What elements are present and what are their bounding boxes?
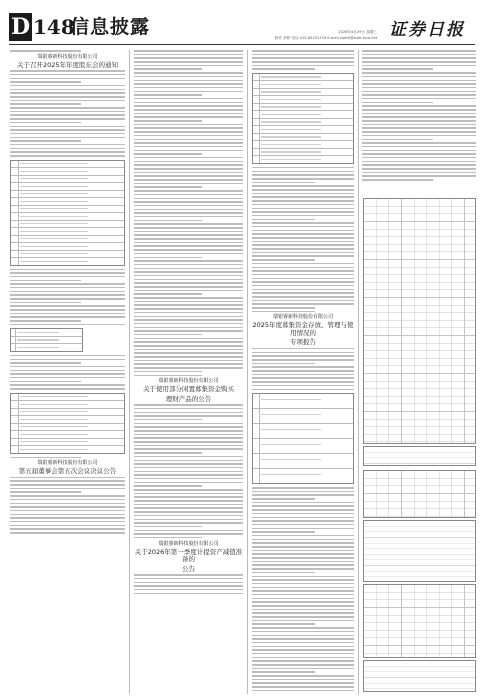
- article-code-line: [10, 50, 81, 52]
- column-separator: [129, 50, 130, 694]
- article-company-name: 瑞银睿新科技股份有限公司: [37, 460, 98, 467]
- article-code-line: [10, 457, 81, 459]
- article-code-line: [134, 537, 202, 539]
- article-body: [134, 574, 243, 594]
- editor-contact: 制作 李婷 电话 010-83251716 E-mail zqrb9@zqrb.sina.net: [274, 36, 377, 40]
- article-company-name: 瑞银睿新科技股份有限公司: [37, 53, 98, 60]
- article-headline: 专项报告: [290, 338, 316, 347]
- newspaper-masthead: 证券日报: [389, 20, 465, 40]
- article-code-line: [252, 311, 315, 313]
- article-headline: 第五届董事会第五次会议决议公告: [18, 467, 117, 476]
- table-footnote: [363, 446, 476, 466]
- article-body: [134, 404, 243, 535]
- article-body: [362, 50, 476, 181]
- column-3: [252, 50, 354, 694]
- article-headline: 关于2026年第一季度计提资产减值准备的: [134, 547, 243, 564]
- article-headline: 关于召开2025年年度股东会的通知: [16, 60, 119, 69]
- article-body: [10, 70, 125, 156]
- article-company-name: 瑞银睿新科技股份有限公司: [158, 378, 219, 385]
- article-company-name: 瑞银睿新科技股份有限公司: [158, 540, 219, 547]
- proxy-form-table: [10, 393, 125, 454]
- fund-change-table: [363, 584, 476, 658]
- proposal-table: [10, 160, 125, 266]
- column-1: [10, 50, 125, 694]
- article-body: [10, 269, 125, 326]
- article-headline: 2025年度募集资金存放、管理与使用情况的: [252, 321, 354, 337]
- article-body: [10, 355, 125, 390]
- article-company-name: 瑞银睿新科技股份有限公司: [272, 314, 333, 321]
- article-body: [10, 477, 125, 534]
- registration-table: [10, 328, 83, 352]
- article-code-line: [134, 375, 202, 377]
- article-headline: 公告: [182, 564, 195, 573]
- column-2: [134, 50, 243, 694]
- fund-usage-table: [252, 73, 354, 164]
- article-headline: 理财产品的公告: [165, 394, 212, 403]
- header-rule: [9, 44, 475, 45]
- fund-usage-comparison-table: [363, 198, 476, 444]
- article-headline: 关于使用部分闲置募集资金购买: [143, 385, 234, 394]
- article-body: [252, 167, 354, 309]
- project-change-table: [363, 470, 476, 518]
- issue-date: 2026年4月29日 星期三: [338, 30, 377, 34]
- section-badge: D: [10, 14, 31, 40]
- fund-deposit-table: [252, 393, 354, 484]
- article-body: [134, 50, 243, 372]
- article-body: [363, 520, 476, 582]
- page-number: 148: [33, 15, 75, 39]
- article-body: [363, 660, 476, 692]
- article-body: [252, 50, 354, 70]
- page-header: [0, 0, 484, 50]
- column-separator: [358, 50, 359, 694]
- article-body: [252, 487, 354, 694]
- section-title: 信息披露: [70, 16, 151, 38]
- article-body: [252, 348, 354, 390]
- column-separator: [247, 50, 248, 694]
